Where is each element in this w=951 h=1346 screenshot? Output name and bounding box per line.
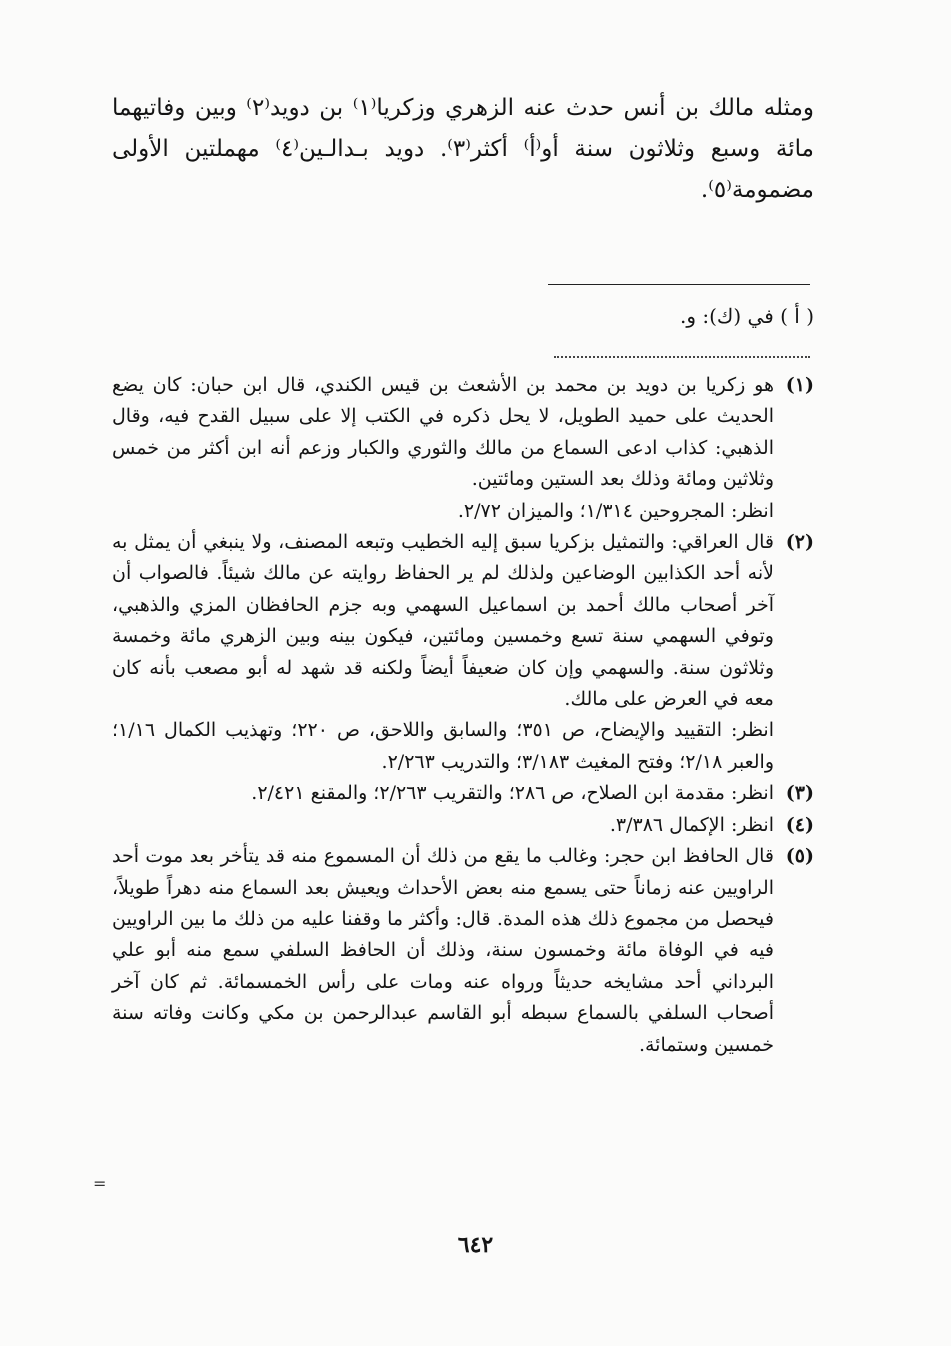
footnote-text: قال العراقي: والتمثيل بزكريا سبق إليه الخطيب وتبعه المصنف، ولا ينبغي أن يمثل به لأنه أحد الكذابين الوضاعين ولذلك لم ير الحفاظ روايته عن مالك شيئاً. فالصواب أن آخر أصحاب مالك أحمد بن اسماعيل السهمي وبه جزم الحافظان المزي والذهبي، وتوفي السهمي سنة تسع وخمسين ومائتين، فيكون بينه وبين الزهري مائة وخمسة وثلاثون سنة. والسهمي وإن كان ضعيفاً أيضاً ولكنه قد شهد له أبو مصعب بأنه كان معه في العرض على مالك. bbox=[112, 531, 774, 711]
footnote-text: هو زكريا بن دويد بن محمد بن الأشعث بن قيس الكندي، قال ابن حبان: كان يضع الحديث على حميد الطويل، لا يحل ذكره في الكتب إلا على سبيل القدح فيه، وقال الذهبي: كذاب ادعى السماع من مالك والثوري والكبار وزعم أنه ابن أكثر من خمس وثلاثين ومائة وذلك بعد الستين ومائتين. bbox=[112, 374, 774, 491]
footnote-reference: انظر: المجروحين ١/٣١٤؛ والميزان ٢/٧٢. bbox=[457, 499, 774, 522]
footnote-1 bbox=[112, 370, 814, 527]
page-number: ٦٤٢ bbox=[457, 1232, 494, 1258]
dotted-separator bbox=[554, 356, 810, 358]
footnote-number: (١) bbox=[785, 374, 814, 396]
footnote-5 bbox=[112, 841, 814, 1061]
footnote-2 bbox=[112, 527, 814, 778]
footnote-number: (٣) bbox=[785, 782, 814, 805]
footnote-3 bbox=[112, 778, 814, 809]
footnote-number: (٤) bbox=[785, 813, 814, 836]
footnote-reference: انظر: مقدمة ابن الصلاح، ص ٢٨٦؛ والتقريب ٢/٢٦٣؛ والمقنع ٢/٤٢١. bbox=[251, 782, 774, 805]
footnotes bbox=[112, 370, 814, 1061]
footnote-reference: انظر: التقييد والإيضاح، ص ٣٥١؛ والسابق واللاحق، ص ٢٢٠؛ وتهذيب الكمال ١/١٦؛ والعبر ٢/١٨؛ وفتح المغيث ٣/١٨٣؛ والتدريب ٢/٢٦٣. bbox=[112, 719, 775, 773]
footnote-reference: انظر: الإكمال ٣/٣٨٦. bbox=[609, 813, 774, 836]
variant-note: ( أ ) في (ك): و. bbox=[679, 304, 814, 328]
footnote-4 bbox=[112, 810, 814, 841]
footnote-number: (٥) bbox=[785, 845, 814, 868]
main-text: ومثله مالك بن أنس حدث عنه الزهري وزكريا⁽١⁾ بن دويد⁽٢⁾ وبين وفاتيهما مائة وسبع وثلاثون سنة أو⁽أ⁾ أكثر⁽٣⁾. دويد بـدالـين⁽٤⁾ مهملتين الأولى مضمومة⁽٥⁾. bbox=[112, 95, 815, 203]
continuation-mark: = bbox=[93, 1174, 107, 1193]
footnote-number: (٢) bbox=[785, 531, 814, 554]
footnote-separator bbox=[548, 284, 810, 285]
footnote-text: قال الحافظ ابن حجر: وغالب ما يقع من ذلك أن المسموع منه قد يتأخر بعد موت أحد الراويين عنه زماناً حتى يسمع منه بعض الأحداث ويعيش بعد السماع منه دهراً طويلاً، فيحصل من مجموع ذلك هذه المدة. قال: وأكثر ما وقفنا عليه من ذلك ما بين الراويين فيه في الوفاة مائة وخمسون سنة، وذلك أن الحافظ السلفي سمع منه أبو علي البرداني أحد مشايخه حديثاً ورواه عنه ومات على رأس الخمسمائة. ثم كان آخر أصحاب السلفي بالسماع سبطه أبو القاسم عبدالرحمن بن مكي وكانت وفاته سنة خمسين وستمائة. bbox=[112, 845, 774, 1056]
